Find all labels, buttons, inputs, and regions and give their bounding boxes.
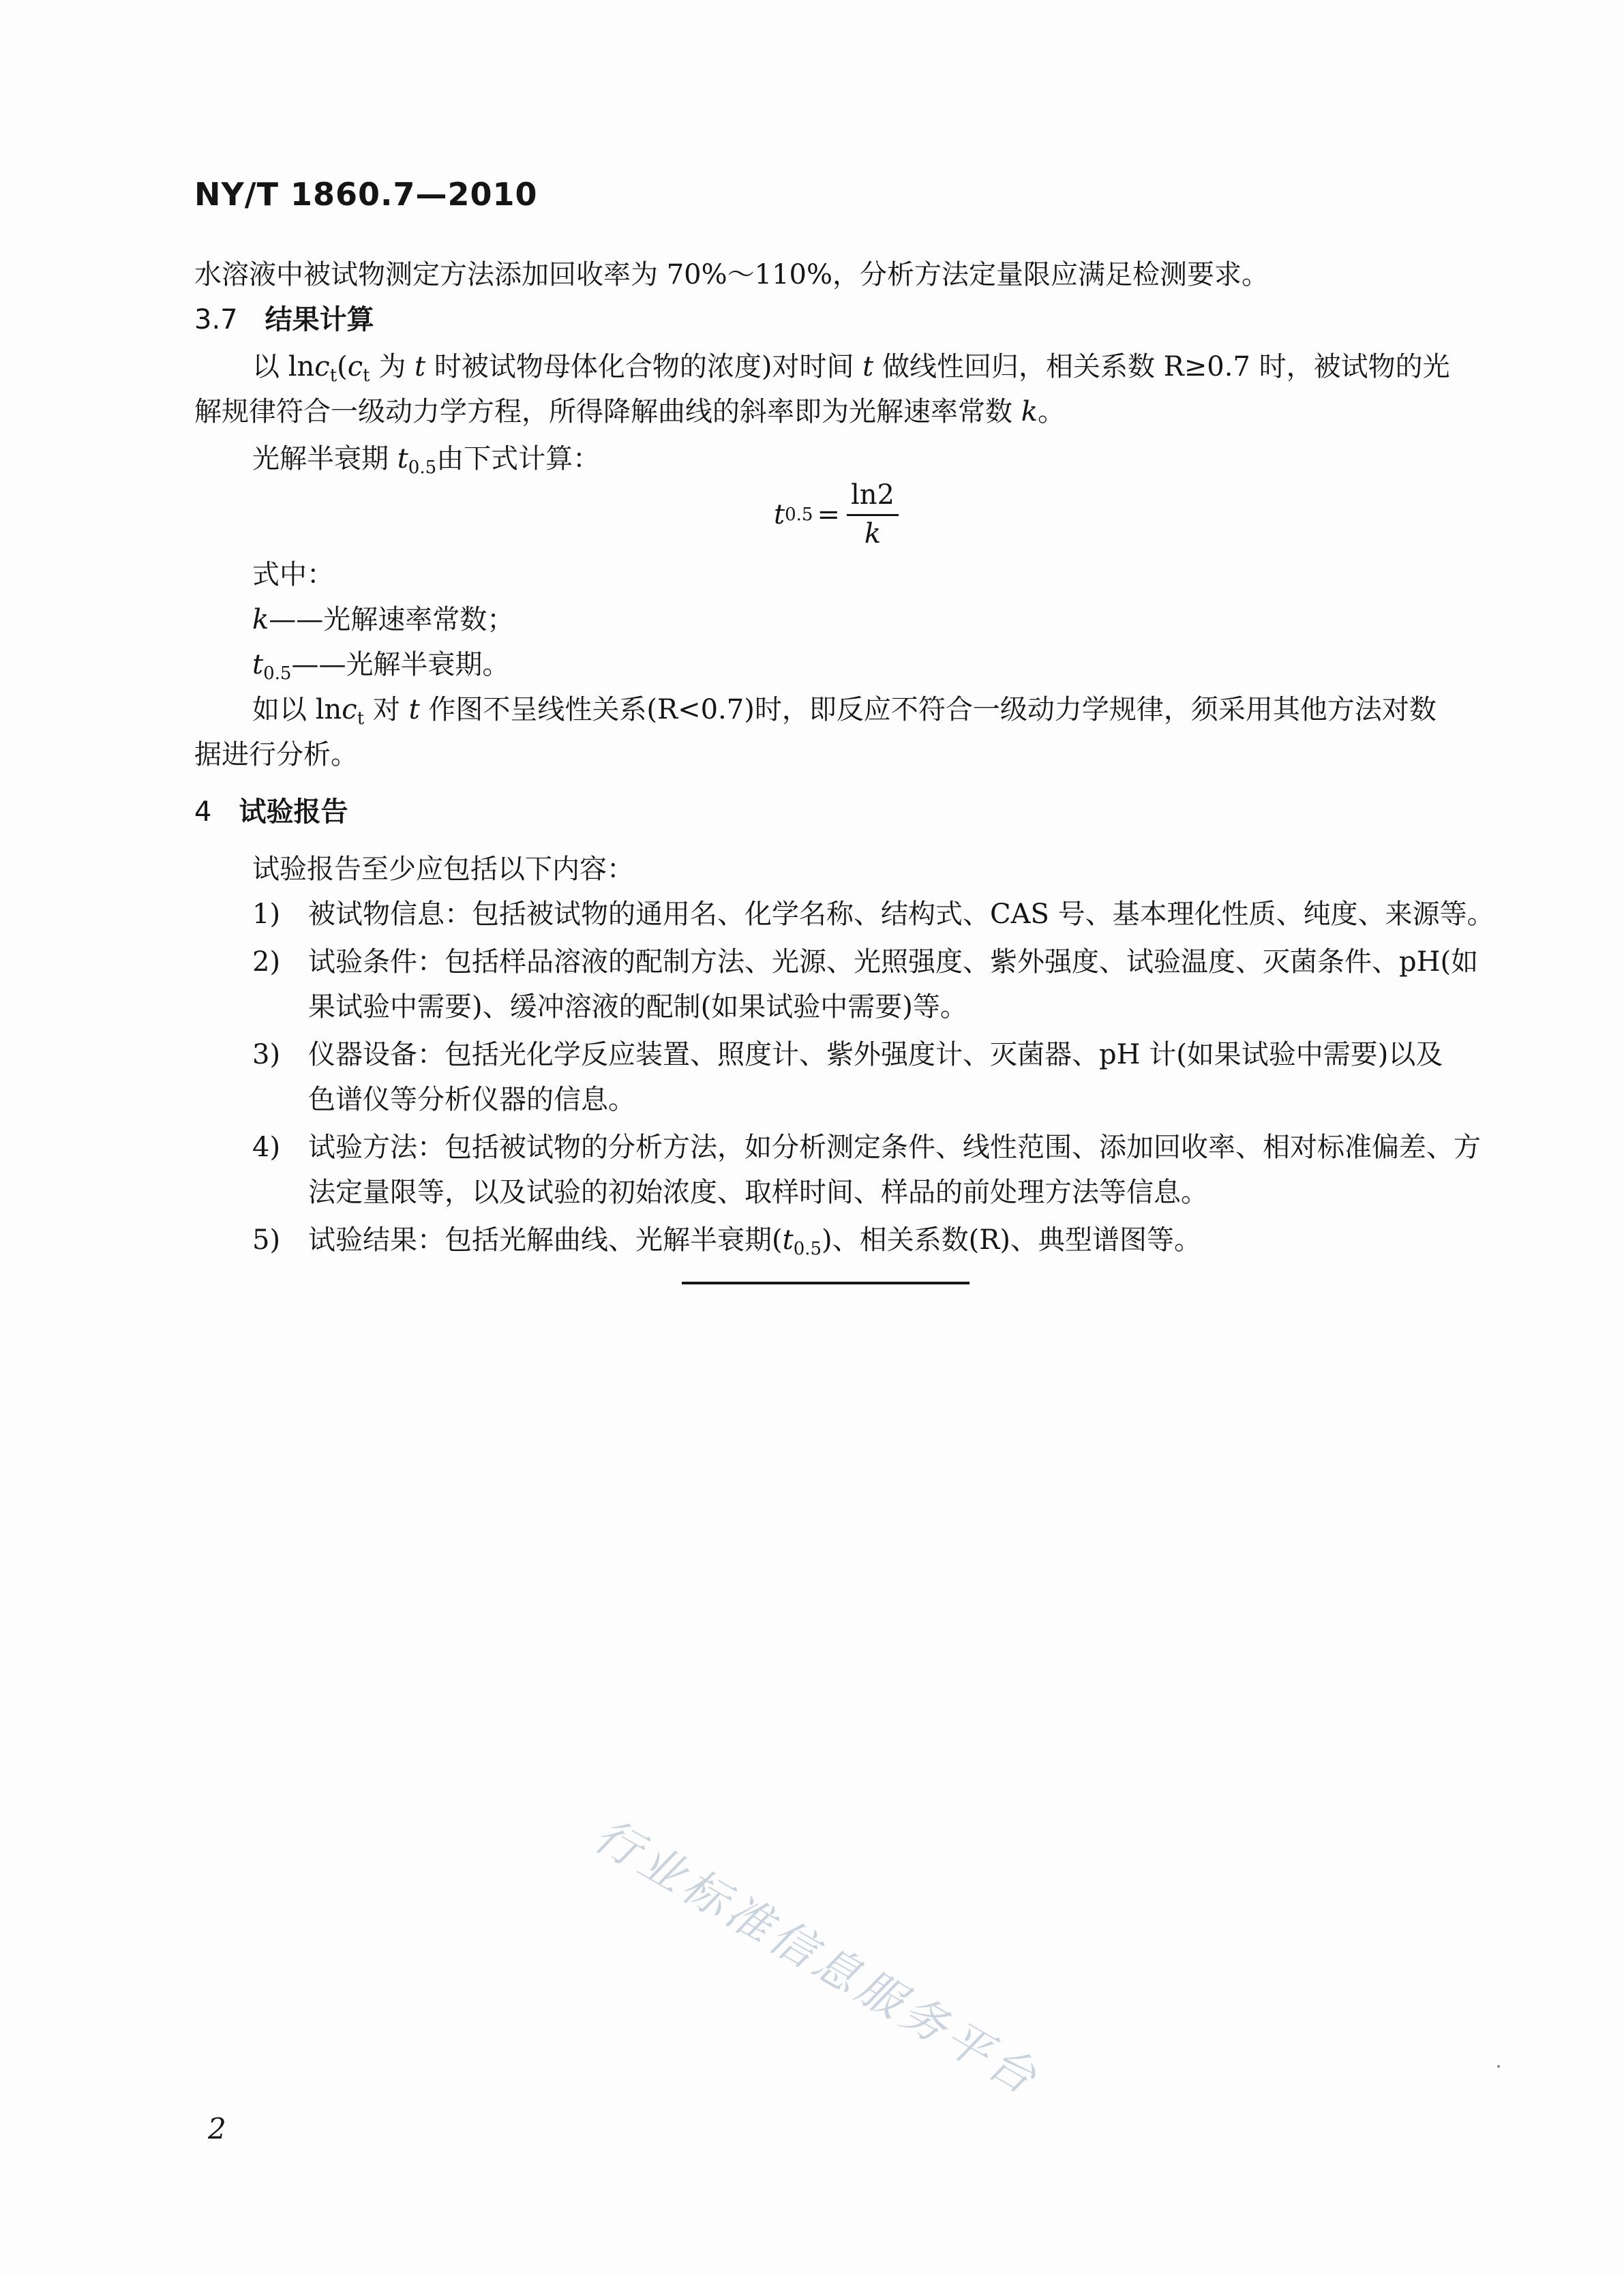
list-item-text-continued: 法定量限等，以及试验的初始浓度、取样时间、样品的前处理方法等信息。 xyxy=(308,1177,1208,1208)
list-item-number: 5) xyxy=(252,1224,281,1256)
list-item-number: 2) xyxy=(252,946,281,978)
list-item-number: 3) xyxy=(252,1039,281,1070)
formula-numerator: ln2 xyxy=(847,477,899,516)
list-item-text-continued: 色谱仪等分析仪器的信息。 xyxy=(308,1084,635,1115)
definition-k: k——光解速率常数； xyxy=(252,604,515,635)
section-number: 3.7 xyxy=(194,304,238,335)
definition-t05: $t_{0.5}——$光解半衰期。 xyxy=(252,649,510,684)
watermark: 行业标准信息服务平台 xyxy=(586,1808,1049,2107)
list-item-text: 试验条件：包括样品溶液的配制方法、光源、光照强度、紫外强度、试验温度、灭菌条件、pH(如 xyxy=(308,946,1479,978)
regression-paragraph-line2: 解规律符合一级动力学方程，所得降解曲线的斜率即为光解速率常数 k。 xyxy=(194,396,1065,427)
regression-paragraph-line1: 以 $\ln c_t(c_t$ 为 t 时被试物母体化合物的浓度)对时间 t 做线性回归，相关系数 R≥0.7 时，被试物的光 xyxy=(252,351,1450,386)
report-intro: 试验报告至少应包括以下内容： xyxy=(252,854,634,885)
list-item-number: 1) xyxy=(252,899,281,930)
section-4-heading xyxy=(194,789,348,834)
list-item-text: 仪器设备：包括光化学反应装置、照度计、紫外强度计、灭菌器、pH 计(如果试验中需要)以及 xyxy=(308,1039,1443,1070)
nonlinear-paragraph-line2: 据进行分析。 xyxy=(194,739,358,770)
section-3-7-heading xyxy=(194,297,374,342)
formula-denominator: k xyxy=(864,518,882,549)
nonlinear-paragraph-line1: 如以 lnc$_t$ 对 t 作图不呈线性关系(R<0.7)时，即反应不符合一级动力学规律，须采用其他方法对数 xyxy=(252,694,1437,729)
intro-paragraph: 水溶液中被试物测定方法添加回收率为 70%～110%，分析方法定量限应满足检测要求。 xyxy=(194,259,1269,290)
section-title: 结果计算 xyxy=(265,304,374,335)
formula-fraction xyxy=(847,477,899,552)
half-life-intro: 光解半衰期 $t_{0.5}$由下式计算： xyxy=(252,443,601,478)
section-number: 4 xyxy=(194,796,212,828)
standard-code: NY/T 1860.7—2010 xyxy=(194,176,538,213)
list-item-number: 4) xyxy=(252,1132,281,1163)
where-label: 式中： xyxy=(252,559,334,590)
scan-speck xyxy=(1497,2065,1500,2068)
list-item-text: 试验方法：包括被试物的分析方法，如分析测定条件、线性范围、添加回收率、相对标准偏差、方 xyxy=(308,1132,1481,1163)
section-title: 试验报告 xyxy=(239,796,348,828)
end-of-document-rule xyxy=(682,1282,969,1284)
list-item-text-continued: 果试验中需要)、缓冲溶液的配制(如果试验中需要)等。 xyxy=(308,991,967,1023)
half-life-formula: t 0.5 = $\frac{\ln 2}{k}$ xyxy=(774,477,899,552)
page-number: 2 xyxy=(208,2112,226,2145)
list-item-text: 被试物信息：包括被试物的通用名、化学名称、结构式、CAS 号、基本理化性质、纯度、来源等。 xyxy=(308,899,1494,930)
list-item-text: 试验结果：包括光解曲线、光解半衰期$(t_{0.5})$、相关系数(R)、典型谱图等。 xyxy=(308,1224,1201,1259)
